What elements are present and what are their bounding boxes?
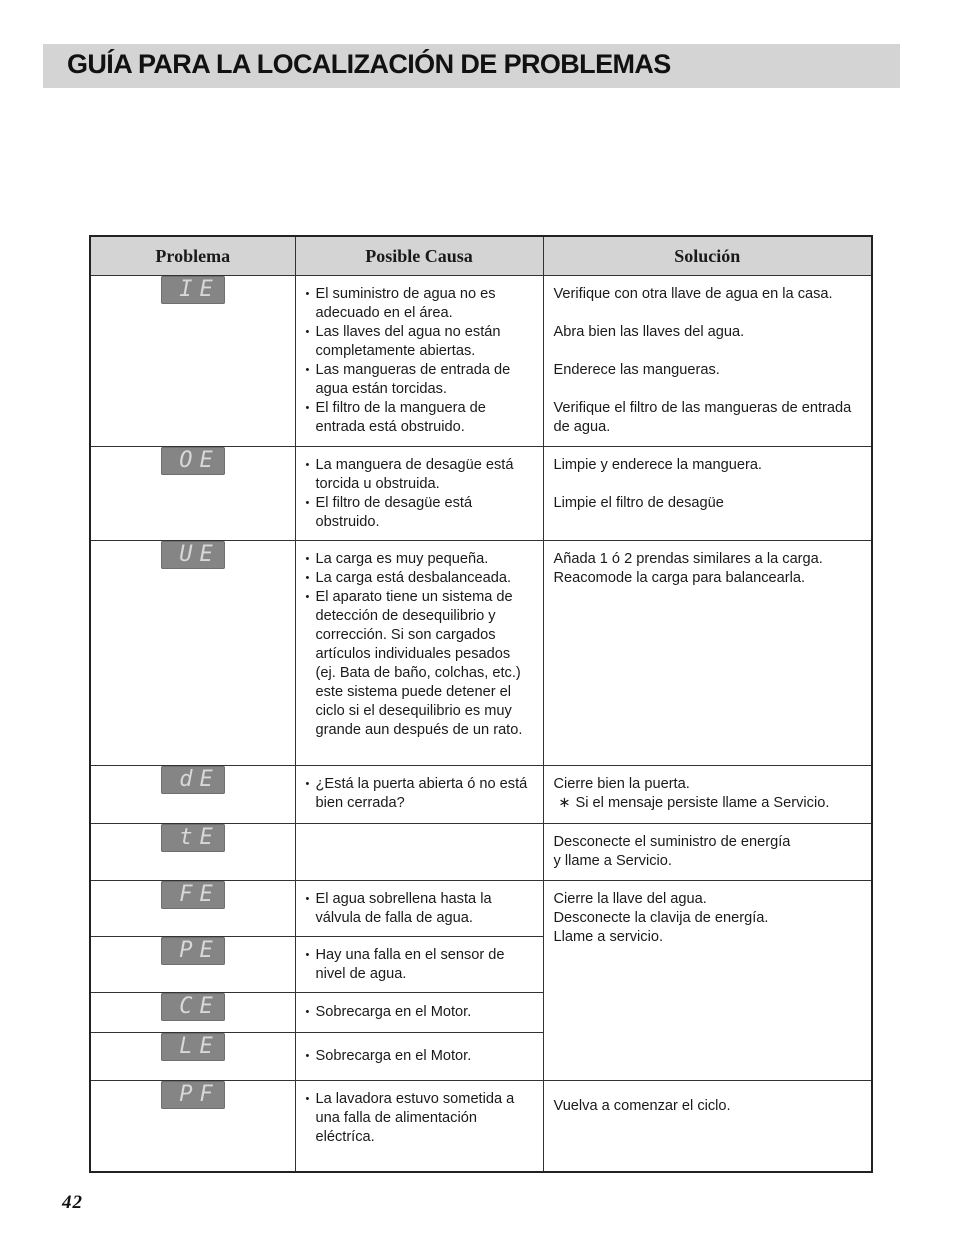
note-text: Si el mensaje persiste llame a Servicio. <box>575 795 830 811</box>
table-row-te <box>90 824 872 881</box>
error-code-display <box>161 881 225 909</box>
table-row-pf <box>90 1081 872 1172</box>
cause-item: • El filtro de la manguera de entrada está obstruido. <box>306 399 535 437</box>
page-number: 42 <box>62 1192 83 1213</box>
solution-line: Añada 1 ó 2 prendas similares a la carga. <box>553 551 823 567</box>
table-header-row <box>90 236 872 276</box>
problem-cell <box>90 447 295 541</box>
solution-line: Verifique el filtro de las mangueras de entrada de agua. <box>553 400 852 435</box>
error-code-display <box>161 937 225 965</box>
solution-line: Desconecte el suministro de energía <box>553 834 791 850</box>
cause-item: • Sobrecarga en el Motor. <box>306 1003 535 1022</box>
cause-item: • La carga es muy pequeña. <box>306 550 535 569</box>
solution-line: Abra bien las llaves del agua. <box>553 324 745 340</box>
error-code: UE <box>179 542 220 567</box>
table-row-de <box>90 766 872 824</box>
cause-cell <box>295 541 543 766</box>
cause-cell <box>295 1081 543 1172</box>
error-code: dE <box>179 767 220 792</box>
header-problema: Problema <box>90 236 295 276</box>
error-code: PE <box>179 938 220 963</box>
cause-cell <box>295 447 543 541</box>
problem-cell <box>90 1081 295 1172</box>
cause-item: • ¿Está la puerta abierta ó no está bien cerrada? <box>306 775 535 813</box>
error-code-display <box>161 993 225 1021</box>
solution-line: Enderece las mangueras. <box>553 362 720 378</box>
error-code-display <box>161 824 225 852</box>
problem-cell <box>90 541 295 766</box>
cause-cell <box>295 881 543 937</box>
solution-line: y llame a Servicio. <box>553 853 672 869</box>
cause-item: • La manguera de desagüe está torcida u obstruida. <box>306 456 535 494</box>
error-code: FE <box>179 882 220 907</box>
cause-item: • La carga está desbalanceada. <box>306 569 535 588</box>
table-row-fe <box>90 881 872 937</box>
asterisk-icon: ∗ <box>558 795 571 811</box>
solution-line: Cierre la llave del agua. <box>553 891 707 907</box>
cause-item: • El aparato tiene un sistema de detección de desequilibrio y corrección. Si son cargados artículos individuales pesados (ej. Bata de baño, colchas, etc.) este sistema puede detener el ciclo si el desequilibrio es muy grande aun después de un rato. <box>306 588 535 740</box>
table-row-ue <box>90 541 872 766</box>
cause-item: • Hay una falla en el sensor de nivel de agua. <box>306 946 535 984</box>
cause-cell <box>295 824 543 881</box>
problem-cell <box>90 993 295 1033</box>
service-note <box>554 794 864 813</box>
cause-cell <box>295 276 543 447</box>
title-bar <box>43 44 900 88</box>
cause-item: • El filtro de desagüe está obstruido. <box>306 494 535 532</box>
error-code-display <box>161 766 225 794</box>
cause-cell <box>295 937 543 993</box>
problem-cell <box>90 881 295 937</box>
solution-line: Limpie el filtro de desagüe <box>553 495 724 511</box>
cause-item: • Las mangueras de entrada de agua están torcidas. <box>306 361 535 399</box>
error-code-display <box>161 276 225 304</box>
table-row-oe <box>90 447 872 541</box>
error-code: IE <box>179 277 220 302</box>
solution-line: Vuelva a comenzar el ciclo. <box>553 1098 731 1114</box>
error-code: PF <box>179 1082 220 1107</box>
cause-item: • La lavadora estuvo sometida a una falla de alimentación eléctríca. <box>306 1090 535 1147</box>
solution-cell <box>543 1081 872 1172</box>
solution-cell <box>543 541 872 766</box>
solution-cell <box>543 276 872 447</box>
problem-cell <box>90 1033 295 1081</box>
cause-item: • El agua sobrellena hasta la válvula de falla de agua. <box>306 890 535 928</box>
cause-cell <box>295 993 543 1033</box>
problem-cell <box>90 766 295 824</box>
cause-item: • Sobrecarga en el Motor. <box>306 1047 535 1066</box>
solution-line: Llame a servicio. <box>553 929 663 945</box>
error-code-display <box>161 1081 225 1109</box>
header-posible-causa: Posible Causa <box>295 236 543 276</box>
troubleshooting-table <box>89 235 873 1173</box>
solution-cell <box>543 881 872 1081</box>
problem-cell <box>90 824 295 881</box>
solution-line: Desconecte la clavija de energía. <box>553 910 769 926</box>
solution-cell <box>543 824 872 881</box>
solution-line: Limpie y enderece la manguera. <box>553 457 762 473</box>
error-code-display <box>161 1033 225 1061</box>
error-code-display <box>161 541 225 569</box>
problem-cell <box>90 276 295 447</box>
table-row-ie <box>90 276 872 447</box>
error-code: OE <box>179 448 220 473</box>
problem-cell <box>90 937 295 993</box>
cause-item: • Las llaves del agua no están completamente abiertas. <box>306 323 535 361</box>
solution-line: Cierre bien la puerta. <box>553 776 690 792</box>
error-code: CE <box>179 994 220 1019</box>
solution-cell <box>543 447 872 541</box>
header-solucion: Solución <box>543 236 872 276</box>
solution-cell <box>543 766 872 824</box>
cause-cell <box>295 766 543 824</box>
cause-item: • El suministro de agua no es adecuado en el área. <box>306 285 535 323</box>
solution-line: Reacomode la carga para balancearla. <box>553 570 805 586</box>
page-title: GUÍA PARA LA LOCALIZACIÓN DE PROBLEMAS <box>67 49 671 79</box>
error-code-display <box>161 447 225 475</box>
error-code: LE <box>179 1034 220 1059</box>
solution-line: Verifique con otra llave de agua en la casa. <box>553 286 833 302</box>
error-code: tE <box>179 825 220 850</box>
cause-cell <box>295 1033 543 1081</box>
